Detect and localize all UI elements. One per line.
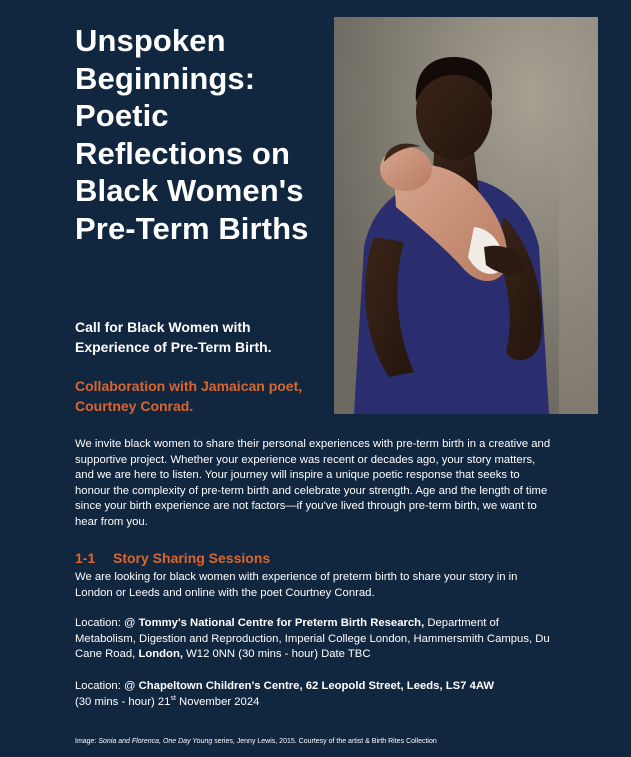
location-address: Department of Metabolism, Digestion and Reproduction, Imperial College London, Hammersmith Campus, Du Cane Road, <box>75 617 550 661</box>
location-details: W12 0NN (30 mins - hour) Date TBC <box>182 648 371 661</box>
photo-illustration <box>334 17 598 414</box>
collaboration-note: Collaboration with Jamaican poet, Courtney Conrad. <box>75 378 303 414</box>
call-for-participants: Call for Black Women with Experience of Pre-Term Birth. <box>75 319 272 355</box>
credit-work-title: Sonia and Florenca, One Day Young <box>98 738 213 745</box>
section-number: 1-1 <box>75 550 96 566</box>
location-city: London, <box>138 648 183 661</box>
mother-and-newborn-photo <box>334 17 598 414</box>
date-suffix: st <box>170 694 176 702</box>
location-prefix: Location: @ <box>75 680 139 692</box>
credit-details: series, Jenny Lewis, 2015. Courtesy of the artist & Birth Rites Collection <box>212 738 437 745</box>
section-title: Story Sharing Sessions <box>113 550 271 566</box>
location-venue: Tommy's National Centre for Preterm Birth Research, <box>138 617 425 629</box>
image-credit <box>75 737 437 746</box>
sessions-description: We are looking for black women with experience of preterm birth to share your story in in London or Leeds and online with the poet Courtney Conrad. <box>75 571 518 599</box>
location-london <box>75 616 555 663</box>
location-leeds <box>75 679 555 710</box>
location-duration: (30 mins - hour) 21 <box>75 695 171 708</box>
location-date: November 2024 <box>175 695 260 708</box>
page-title: Unspoken Beginnings: Poetic Reflections on Black Women's Pre-Term Births <box>75 23 309 246</box>
credit-label: Image: <box>75 738 99 745</box>
location-venue: Chapeltown Children's Centre, 62 Leopold Street, Leeds, LS7 4AW <box>138 680 495 692</box>
section-heading <box>75 549 270 567</box>
intro-paragraph: We invite black women to share their personal experiences with pre-term birth in a creative and supportive project. Whether your experience was recent or decades ago, your story matters, and we are here to listen. Your journey will inspire a unique poetic response that seeks to honour the complexity of pre-term birth and celebrate your strength. Age and the length of time since your birth experience are not factors—if you've lived through pre-term birth, we want to hear from you. <box>75 438 551 528</box>
location-prefix: Location: @ <box>75 617 139 629</box>
